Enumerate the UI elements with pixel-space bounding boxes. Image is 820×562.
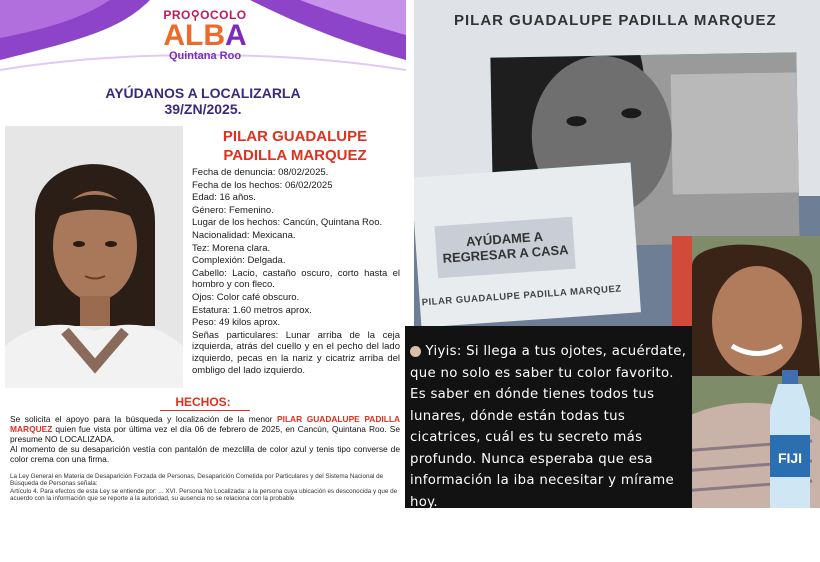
- case-number: 39/ZN/2025.: [164, 101, 242, 117]
- hechos-paragraph-1: [10, 414, 400, 444]
- detail-fecha-denuncia: Fecha de denuncia: 08/02/2025.: [192, 167, 329, 178]
- protocolo-alba-logo: [150, 8, 260, 78]
- poster-heading: AYÚDANOS A LOCALIZARLA: [105, 85, 301, 101]
- hechos-p1-name: PILAR GUADALUPE PADILLA MARQUEZ: [10, 414, 400, 434]
- message-text: [410, 341, 692, 562]
- ayudame-title: AYÚDAME A REGRESAR A CASA: [442, 228, 570, 266]
- person-details: [192, 167, 400, 377]
- logo-alba-text: [150, 19, 260, 52]
- hechos-legal-text: [10, 473, 400, 503]
- poster-paper-ayudame: [414, 163, 641, 328]
- detail-peso: Peso: 49 kilos aprox.: [192, 317, 281, 329]
- poster-heading-block: [0, 85, 406, 117]
- detail-complexion: Complexión: Delgada.: [192, 255, 286, 267]
- name-line-2: PADILLA MARQUEZ: [223, 147, 367, 164]
- hechos-p1-a: Se solicita el apoyo para la búsqueda y localización de la menor: [10, 414, 278, 424]
- ayudame-name: PILAR GUADALUPE PADILLA MARQUEZ: [421, 283, 622, 309]
- logo-alba-part2: A: [224, 19, 247, 52]
- detail-cabello: Cabello: Lacio, castaño oscuro, corto hasta el hombro y con fleco.: [192, 267, 400, 291]
- detail-edad: Edad: 16 años.: [192, 192, 256, 204]
- message-paragraph-1: [410, 341, 692, 513]
- hechos-paragraph-2: Al momento de su desaparición vestía con pantalón de mezclilla de color azul y tenis tipo converse de color crema con una firma.: [10, 444, 400, 464]
- bottle-label: FIJI: [777, 450, 803, 466]
- missing-person-name: [190, 127, 400, 165]
- detail-estatura: Estatura: 1.60 metros aprox.: [192, 304, 312, 316]
- detail-senas: Señas particulares: Lunar arriba de la ceja izquierda, atrás del cuello y en el pecho del lado izquierdo, pecas en la nariz y cicatriz arriba del ombligo del lado izquierdo.: [192, 329, 400, 376]
- detail-lugar: Lugar de los hechos: Cancún, Quintana Roo.: [192, 217, 383, 229]
- missing-person-photo: [5, 126, 183, 388]
- logo-region-text: Quintana Roo: [168, 50, 242, 62]
- water-bottle-image: [762, 370, 818, 508]
- hechos-text: [10, 414, 400, 464]
- hechos-paragraph-4: Artículo 4. Para efectos de esta Ley se entiende por: ... XVI. Persona No Localizada: a la persona cuya ubicación es desconocida y que de acuerdo con la información que se reporte a la autoridad, su ausencia no se relaciona con la probable: [10, 487, 398, 503]
- hechos-p1-b: quien fue vista por última vez el día 06 de febrero de 2025, en Cancún, Quintana Roo. Se presume NO LOCALIZADA.: [10, 424, 400, 444]
- detail-tez: Tez: Morena clara.: [192, 242, 271, 254]
- hechos-title: HECHOS:: [175, 395, 231, 409]
- detail-ojos: Ojos: Color café obscuro.: [192, 291, 300, 303]
- detail-fecha-hechos: Fecha de los hechos: 06/02/2025: [192, 179, 333, 191]
- detail-genero: Género: Femenino.: [192, 204, 274, 216]
- message-body-1: Yiyis: Si llega a tus ojotes, acuérdate, que no solo es saber tu color favorito. Es saber en dónde tienes todos tus lunares, dónde están todas tus cicatrices, cuál es tu secreto más profundo. Nunca esperaba que esa información la iba necesitar y mírame hoy.: [410, 344, 687, 510]
- moon-icon: [410, 346, 421, 357]
- logo-alba-part1: ALB: [163, 19, 225, 52]
- logo-protocolo-text: PRO⚲OCOLO: [163, 8, 247, 22]
- missing-person-poster: [0, 0, 406, 508]
- detail-nacionalidad: Nacionalidad: Mexicana.: [192, 229, 296, 241]
- hechos-divider: [160, 410, 250, 411]
- name-line-1: PILAR GUADALUPE: [222, 128, 368, 145]
- hechos-paragraph-3: La Ley General en Materia de Desaparición Forzada de Personas, Desaparición Cometida por Particulares y del Sistema Nacional de Búsqueda de Personas señala:: [10, 473, 384, 488]
- paper-name-heading: PILAR GUADALUPE PADILLA MARQUEZ: [454, 12, 777, 29]
- message-paragraph-2: Yiyis,soy Mamá,luchamos juntas desde el: [410, 522, 681, 559]
